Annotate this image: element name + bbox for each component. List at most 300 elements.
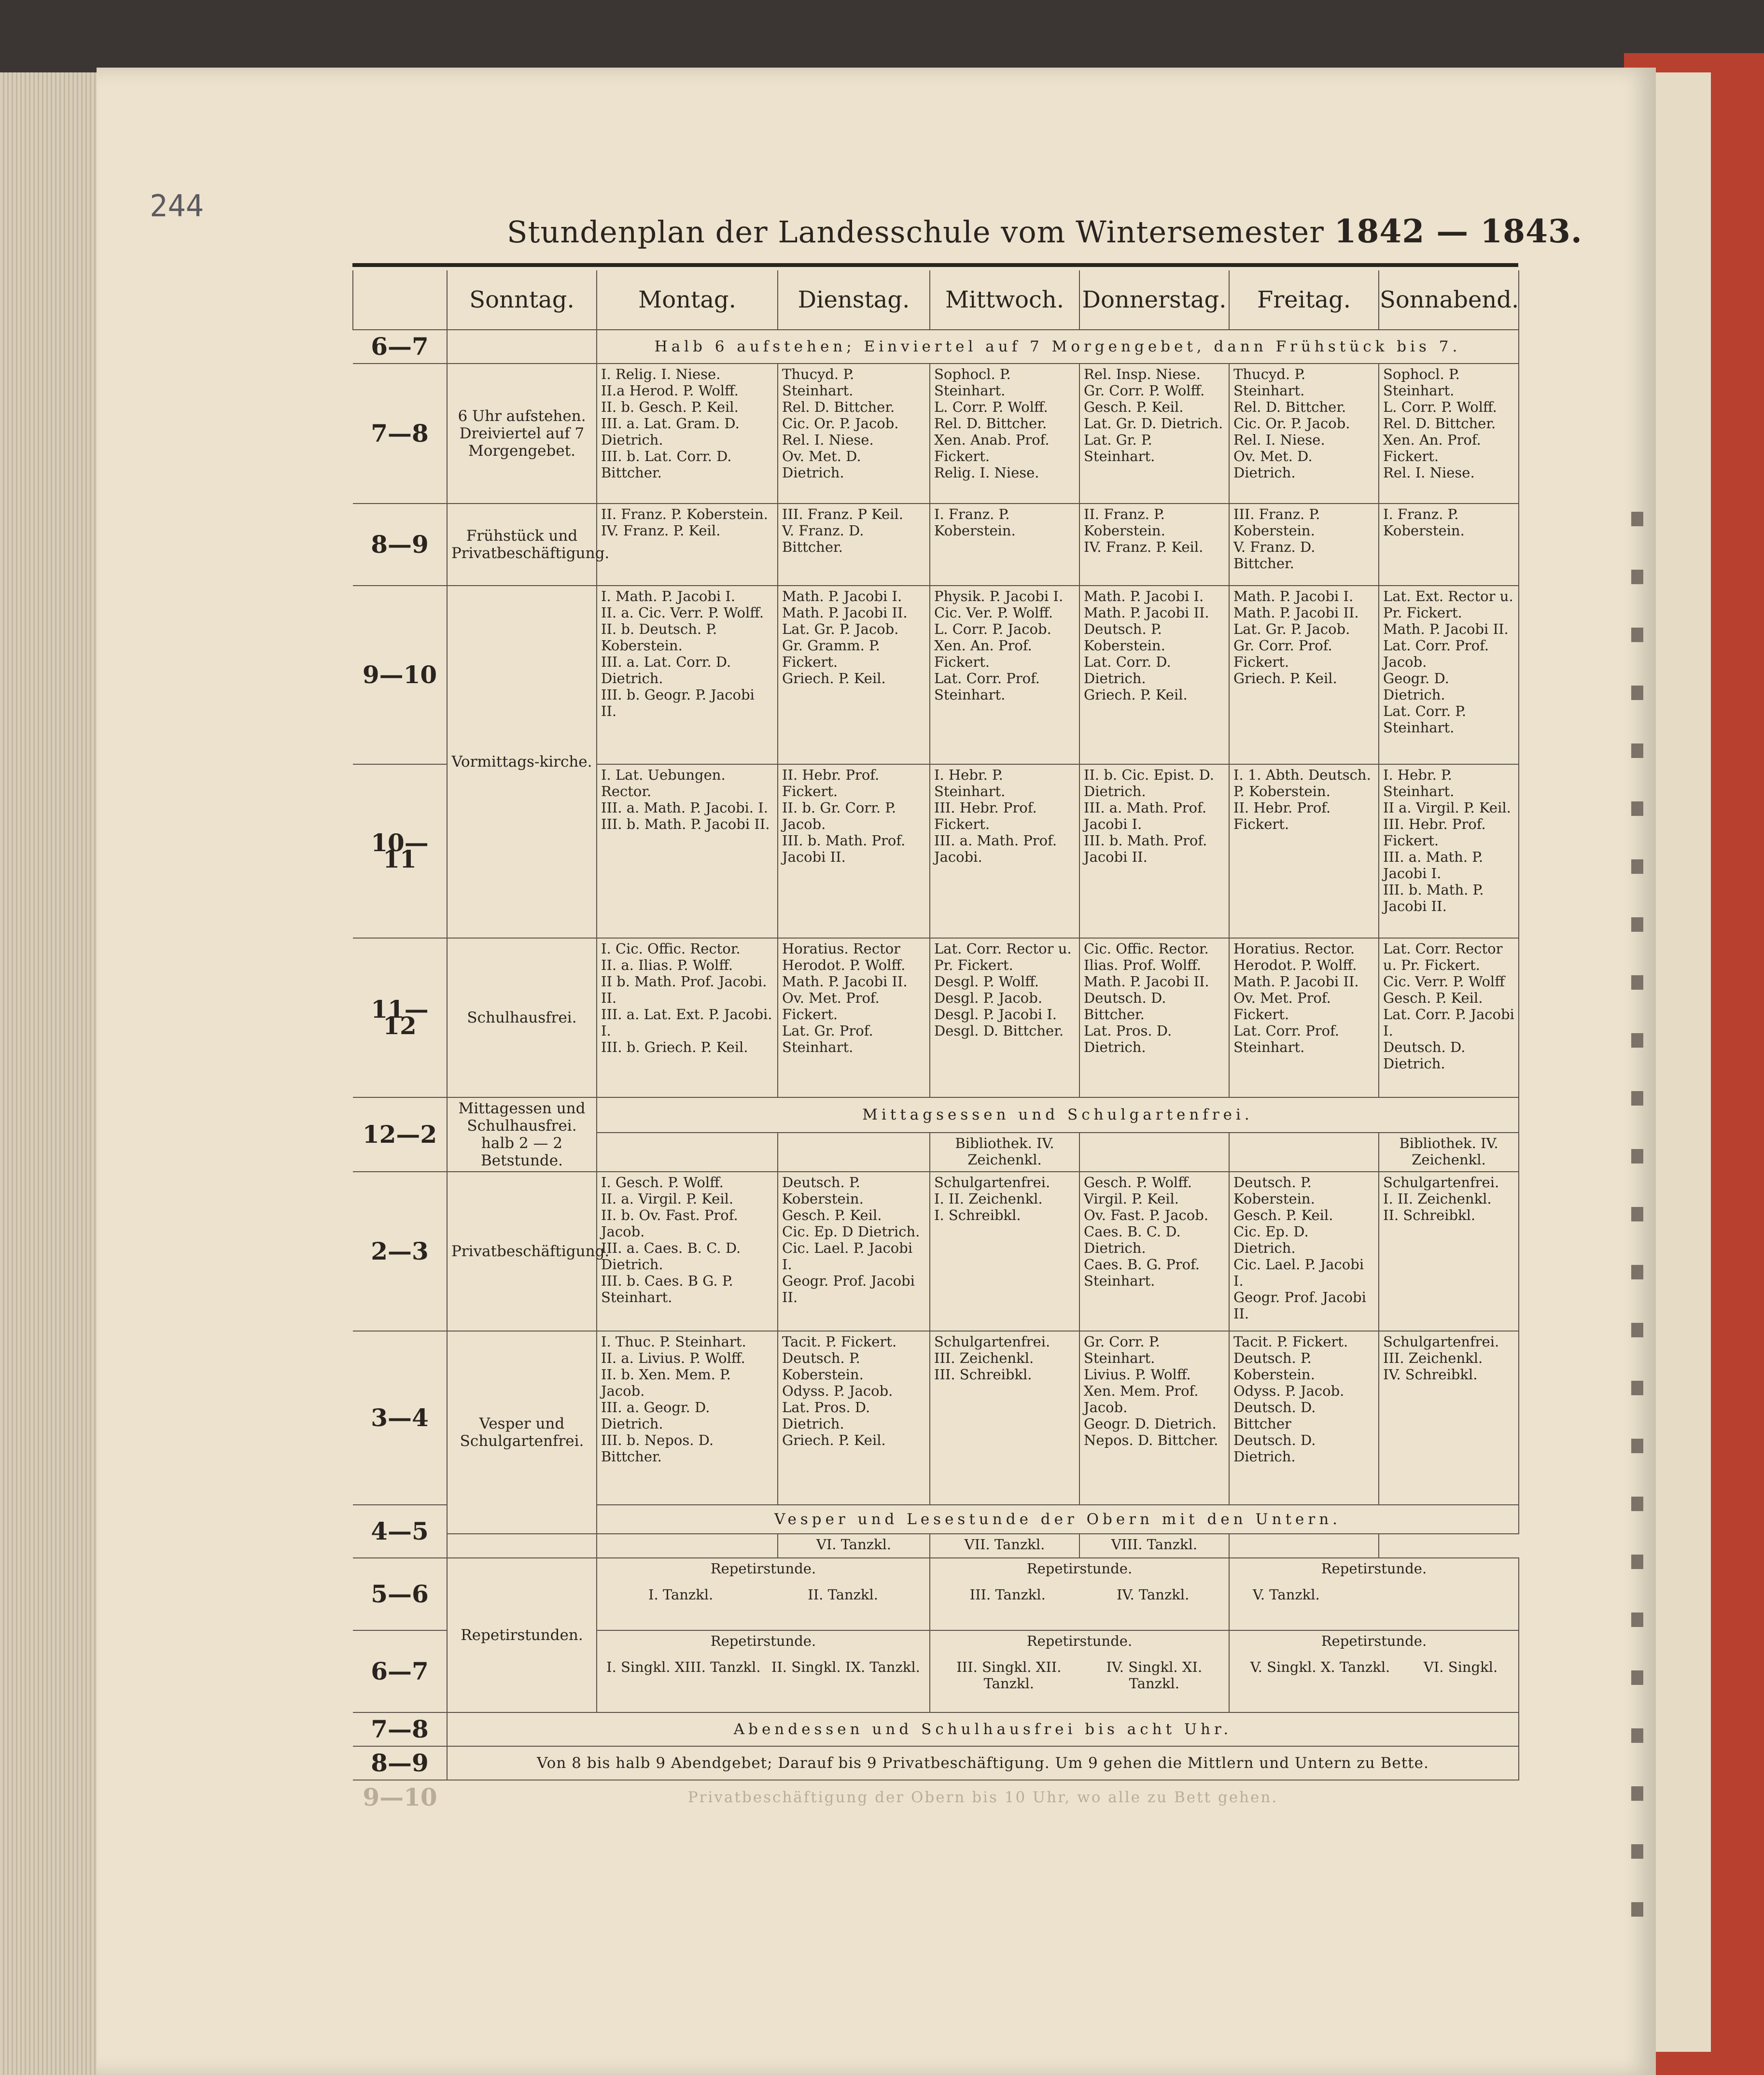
lesson-entry: II. b. Xen. Mem. P. Jacob. [601, 1366, 731, 1399]
time-cell: 11—12 [353, 938, 447, 1097]
lesson-entry: Schulgartenfrei. [934, 1174, 1050, 1191]
time-cell: 10—11 [353, 764, 447, 938]
friday-cell [1229, 938, 1379, 1097]
lesson-entry: Schulgartenfrei. [1383, 1174, 1499, 1191]
class-slot: VI. Singkl. [1423, 1659, 1498, 1675]
lesson-entry: III. b. Math. Prof. Jacobi II. [782, 832, 906, 865]
lesson-entry: III. Zeichenkl. [1383, 1350, 1483, 1366]
span-cell: Vesper und Lesestunde der Obern mit den Untern. [597, 1505, 1519, 1534]
lesson-entry: Cic. Offic. Rector. [1084, 940, 1209, 957]
thursday-cell [1079, 938, 1229, 1097]
lesson-entry: Odyss. P. Jacob. [1233, 1383, 1344, 1399]
class-slot: I. Singkl. XIII. Tanzkl. [606, 1659, 761, 1675]
class-slot: II. Tanzkl. [808, 1586, 879, 1603]
top-rule [352, 263, 1518, 267]
saturday-cell [1379, 1331, 1519, 1505]
wednesday-cell [930, 764, 1079, 938]
lesson-entry: II. b. Cic. Epist. D. Dietrich. [1084, 767, 1214, 799]
lesson-entry: Lat. Corr. D. Dietrich. [1084, 654, 1171, 687]
lesson-entry: Tacit. P. Fickert. [1233, 1333, 1348, 1350]
repetir-label: Repetirstunde. [1321, 1633, 1427, 1649]
lesson-entry: IV. Schreibkl. [1383, 1366, 1478, 1383]
wednesday-cell [930, 364, 1079, 504]
page-title [507, 212, 1582, 250]
lesson-entry: L. Corr. P. Jacob. [934, 621, 1051, 637]
lesson-entry: III. b. Griech. P. Keil. [601, 1039, 748, 1055]
sunday-cell: Schulhausfrei. [447, 938, 597, 1097]
lesson-entry: Griech. P. Keil. [782, 1432, 886, 1448]
lesson-entry: Gesch. P. Keil. [1233, 1207, 1333, 1223]
lesson-entry: Herodot. P. Wolff. [1233, 957, 1357, 973]
span-cell: Halb 6 aufstehen; Einviertel auf 7 Morgengebet, dann Frühstück bis 7. [597, 330, 1519, 364]
class-slot: V. Singkl. X. Tanzkl. [1250, 1659, 1390, 1675]
lesson-entry: II. a. Livius. P. Wolff. [601, 1350, 745, 1366]
lesson-entry: V. Franz. D. Bittcher. [782, 522, 864, 555]
lesson-entry: Lat. Corr. Rector u. Pr. Fickert. [1383, 940, 1503, 973]
lesson-entry: Desgl. P. Jacobi I. [934, 1006, 1057, 1023]
time-cell: 12—2 [353, 1097, 447, 1172]
lesson-entry: Ov. Met. D. Dietrich. [782, 448, 861, 481]
lesson-entry: Lat. Pros. D. Dietrich. [782, 1399, 870, 1432]
lesson-entry: Math. P. Jacobi II. [782, 973, 908, 990]
lesson-entry: Deutsch. P. Koberstein. [782, 1350, 864, 1383]
lesson-entry: Geogr. Prof. Jacobi II. [1233, 1289, 1366, 1322]
lesson-entry: Lat. Gr. Prof. Steinhart. [782, 1023, 873, 1055]
wednesday-cell [930, 586, 1079, 764]
lesson-entry: L. Corr. P. Wolff. [934, 399, 1048, 415]
lesson-entry: I. Math. P. Jacobi I. [601, 588, 736, 604]
lesson-entry: III. a. Math. Prof. Jacobi. [934, 832, 1057, 865]
row-8-9 [353, 504, 1519, 586]
friday-cell [1229, 586, 1379, 764]
lesson-entry: Caes. B. C. D. Dietrich. [1084, 1223, 1181, 1256]
lesson-entry: II.a Herod. P. Wolff. [601, 382, 739, 399]
lesson-entry: Deutsch. P. Koberstein. [1233, 1350, 1315, 1383]
thursday-cell [1079, 1331, 1229, 1505]
day-saturday: Sonnabend. [1379, 270, 1519, 330]
lesson-entry: II. a. Cic. Verr. P. Wolff. [601, 604, 764, 621]
day-tuesday: Dienstag. [778, 270, 930, 330]
thursday-cell [1079, 1172, 1229, 1331]
lesson-entry: II. Schreibkl. [1383, 1207, 1476, 1223]
lesson-entry: Lat. Corr. P. Jacobi I. [1383, 1006, 1514, 1039]
lesson-entry: Rel. Insp. Niese. [1084, 366, 1201, 382]
time-cell: 3—4 [353, 1331, 447, 1505]
sunday-cell: Mittagessen und Schulhausfrei. halb 2 — 2 Betstunde. [447, 1097, 597, 1172]
tuesday-cell: VI. Tanzkl. [778, 1534, 930, 1558]
class-slot: V. Tanzkl. [1253, 1586, 1320, 1603]
time-cell: 4—5 [353, 1505, 447, 1558]
lesson-entry: Lat. Corr. Rector u. Pr. Fickert. [934, 940, 1072, 973]
lesson-entry: III. a. Lat. Gram. D. Dietrich. [601, 415, 740, 448]
sunday-cell: Privatbeschäftigung. [447, 1172, 597, 1331]
lesson-entry: III. a. Math. P. Jacobi I. [1383, 849, 1484, 882]
monday-cell [597, 1133, 778, 1172]
repetir-group-2 [930, 1558, 1229, 1630]
row-9-10 [353, 586, 1519, 764]
lesson-entry: II. b. Deutsch. P. Koberstein. [601, 621, 717, 654]
time-cell: 9—10 [353, 586, 447, 764]
lesson-entry: I. Hebr. P. Steinhart. [934, 767, 1006, 799]
wednesday-cell [930, 1331, 1079, 1505]
class-slot: IV. Tanzkl. [1117, 1586, 1190, 1603]
lesson-entry: Ov. Fast. P. Jacob. [1084, 1207, 1209, 1223]
lesson-entry: Deutsch. D. Bittcher. [1084, 990, 1166, 1023]
row-11-12 [353, 938, 1519, 1097]
tuesday-cell [778, 586, 930, 764]
wednesday-cell [930, 1172, 1079, 1331]
row-7-8-evening [353, 1712, 1519, 1746]
saturday-cell [1379, 504, 1519, 586]
lesson-entry: Cic. Verr. P. Wolff [1383, 973, 1505, 990]
lesson-entry: III. b. Lat. Corr. D. Bittcher. [601, 448, 732, 481]
thursday-cell [1079, 764, 1229, 938]
monday-cell [597, 364, 778, 504]
thursday-cell: VIII. Tanzkl. [1079, 1534, 1229, 1558]
lesson-entry: Deutsch. D. Bittcher [1233, 1399, 1316, 1432]
lesson-entry: Gr. Corr. P. Wolff. [1084, 382, 1205, 399]
facing-page-text-marks [1631, 512, 1643, 1960]
row-5-6 [353, 1558, 1519, 1630]
monday-cell [597, 938, 778, 1097]
lesson-entry: Geogr. D. Dietrich. [1084, 1416, 1217, 1432]
wednesday-cell: VII. Tanzkl. [930, 1534, 1079, 1558]
tuesday-cell [778, 1172, 930, 1331]
time-cell: 8—9 [353, 504, 447, 586]
lesson-entry: Deutsch. P. Koberstein. [1084, 621, 1165, 654]
repetir-group-2 [930, 1630, 1229, 1712]
facing-page [1653, 72, 1711, 2052]
lesson-entry: Rel. D. Bittcher. [1233, 399, 1346, 415]
lesson-entry: III. Hebr. Prof. Fickert. [1383, 816, 1486, 849]
repetir-label: Repetirstunde. [710, 1560, 816, 1577]
lesson-entry: III. a. Caes. B. C. D. Dietrich. [601, 1240, 741, 1273]
lesson-entry: II. b. Ov. Fast. Prof. Jacob. [601, 1207, 738, 1240]
row-4-5-sub [353, 1534, 1519, 1558]
thursday-cell [1079, 586, 1229, 764]
lesson-entry: Thucyd. P. Steinhart. [1233, 366, 1306, 399]
lesson-entry: Rel. I. Niese. [782, 432, 874, 448]
lesson-entry: Ilias. Prof. Wolff. [1084, 957, 1201, 973]
lesson-entry: Gr. Corr. P. Steinhart. [1084, 1333, 1160, 1366]
time-cell: 7—8 [353, 1712, 447, 1746]
monday-cell [597, 1172, 778, 1331]
lesson-entry: Odyss. P. Jacob. [782, 1383, 893, 1399]
lesson-entry: Schulgartenfrei. [1383, 1333, 1499, 1350]
lesson-entry: Tacit. P. Fickert. [782, 1333, 897, 1350]
wednesday-cell: Bibliothek. IV. Zeichenkl. [930, 1133, 1079, 1172]
repetir-group-1 [597, 1558, 930, 1630]
sunday-cell: Vesper und Schulgartenfrei. [447, 1331, 597, 1534]
span-cell: Von 8 bis halb 9 Abendgebet; Darauf bis 9 Privatbeschäftigung. Um 9 gehen die Mittlern und Untern zu Bette. [447, 1746, 1519, 1780]
tuesday-cell [778, 764, 930, 938]
lesson-entry: II. b. Gesch. P. Keil. [601, 399, 739, 415]
lesson-entry: I. Relig. I. Niese. [601, 366, 721, 382]
wednesday-cell [930, 938, 1079, 1097]
lesson-entry: Griech. P. Keil. [1233, 670, 1337, 687]
lesson-entry: II a. Virgil. P. Keil. [1383, 799, 1511, 816]
monday-cell [597, 764, 778, 938]
lesson-entry: Horatius. Rector [782, 940, 901, 957]
lesson-entry: III. a. Lat. Corr. D. Dietrich. [601, 654, 731, 687]
lesson-entry: II. a. Virgil. P. Keil. [601, 1191, 734, 1207]
lesson-entry: Lat. Gr. P. Jacob. [1233, 621, 1350, 637]
lesson-entry: I. Lat. Uebungen. Rector. [601, 767, 726, 799]
lesson-entry: Lat. Gr. D. Dietrich. [1084, 415, 1223, 432]
row-12-2 [353, 1097, 1519, 1133]
monday-cell [597, 586, 778, 764]
lesson-entry: V. Franz. D. Bittcher. [1233, 539, 1316, 572]
friday-cell [1229, 1331, 1379, 1505]
lesson-entry: Cic. Ver. P. Wolff. [934, 604, 1053, 621]
lesson-entry: III. Franz. P. Koberstein. [1233, 506, 1320, 539]
lesson-entry: III. b. Math. Prof. Jacobi II. [1084, 832, 1207, 865]
repetir-group-1 [597, 1630, 930, 1712]
lesson-entry: Cic. Or. P. Jacob. [782, 415, 899, 432]
lesson-entry: III. Franz. P Keil. [782, 506, 904, 522]
lesson-entry: IV. Franz. P. Keil. [1084, 539, 1204, 555]
lesson-entry: Griech. P. Keil. [782, 670, 886, 687]
lesson-entry: III. a. Lat. Ext. P. Jacobi. I. [601, 1006, 772, 1039]
lesson-entry: Math. P. Jacobi I. [1084, 588, 1204, 604]
time-cell: 5—6 [353, 1558, 447, 1630]
time-cell: 9—10 [363, 1782, 437, 1811]
lesson-entry: Gesch. P. Wolff. [1084, 1174, 1192, 1191]
lesson-entry: III. Hebr. Prof. Fickert. [934, 799, 1037, 832]
lesson-entry: Gr. Corr. Prof. Fickert. [1233, 637, 1332, 670]
lesson-entry: Physik. P. Jacobi I. [934, 588, 1064, 604]
lesson-entry: Math. P. Jacobi II. [1383, 621, 1509, 637]
row-2-3 [353, 1172, 1519, 1331]
lesson-entry: II. Franz. P. Koberstein. [601, 506, 768, 522]
tuesday-cell [778, 938, 930, 1097]
lesson-entry: Cic. Lael. P. Jacobi I. [782, 1240, 913, 1273]
day-monday: Montag. [597, 270, 778, 330]
lesson-entry: II. b. Gr. Corr. P. Jacob. [782, 799, 896, 832]
lesson-entry: I. Cic. Offic. Rector. [601, 940, 741, 957]
class-slot: III. Tanzkl. [969, 1586, 1046, 1603]
lesson-entry: I. Thuc. P. Steinhart. [601, 1333, 746, 1350]
monday-cell [597, 504, 778, 586]
friday-cell [1229, 764, 1379, 938]
thursday-cell [1079, 1133, 1229, 1172]
saturday-cell [1379, 586, 1519, 764]
tuesday-cell [778, 1331, 930, 1505]
lesson-entry: Math. P. Jacobi I. [1233, 588, 1354, 604]
lesson-entry: III. a. Math. Prof. Jacobi I. [1084, 799, 1207, 832]
sunday-cell [447, 1534, 597, 1558]
lesson-entry: Lat. Ext. Rector u. Pr. Fickert. [1383, 588, 1513, 621]
lesson-entry: Math. P. Jacobi II. [782, 604, 908, 621]
friday-cell [1229, 1133, 1379, 1172]
lesson-entry: I. 1. Abth. Deutsch. P. Koberstein. [1233, 767, 1371, 799]
lesson-entry: Deutsch. P. Koberstein. [782, 1174, 864, 1207]
lesson-entry: Cic. Ep. D Dietrich. [782, 1223, 920, 1240]
lesson-entry: Lat. Corr. Prof. Jacob. [1383, 637, 1489, 670]
repetir-label: Repetirstunde. [1026, 1633, 1133, 1649]
lesson-entry: Sophocl. P. Steinhart. [1383, 366, 1460, 399]
lesson-entry: III. a. Math. P. Jacobi. I. [601, 799, 768, 816]
sunday-cell: Frühstück und Privatbeschäftigung. [447, 504, 597, 586]
lesson-entry: Herodot. P. Wolff. [782, 957, 906, 973]
lesson-entry: Virgil. P. Keil. [1084, 1191, 1179, 1207]
lesson-entry: Xen. An. Prof. Fickert. [934, 637, 1032, 670]
class-slot: III. Singkl. XII. Tanzkl. [956, 1659, 1062, 1692]
lesson-entry: I. Gesch. P. Wolff. [601, 1174, 724, 1191]
saturday-cell [1379, 938, 1519, 1097]
repetir-group-3 [1229, 1630, 1519, 1712]
lesson-entry: Lat. Gr. P. Jacob. [782, 621, 899, 637]
thursday-cell [1079, 504, 1229, 586]
lesson-entry: III. Zeichenkl. [934, 1350, 1034, 1366]
lesson-entry: Deutsch. D. Dietrich. [1233, 1432, 1316, 1465]
sunday-cell: Repetirstunden. [447, 1558, 597, 1712]
friday-cell [1229, 364, 1379, 504]
lesson-entry: Ov. Met. Prof. Fickert. [1233, 990, 1331, 1023]
lesson-entry: L. Corr. P. Wolff. [1383, 399, 1497, 415]
sunday-cell: Vormittags-kirche. [447, 586, 597, 938]
repetir-group-3 [1229, 1558, 1519, 1630]
lesson-entry: Desgl. D. Bittcher. [934, 1023, 1064, 1039]
repetir-label: Repetirstunde. [1321, 1560, 1427, 1577]
page-number: 244 [150, 188, 204, 224]
span-cell: Abendessen und Schulhausfrei bis acht Uhr. [447, 1712, 1519, 1746]
time-header [353, 270, 447, 330]
lesson-entry: Gesch. P. Keil. [782, 1207, 882, 1223]
day-sunday: Sonntag. [447, 270, 597, 330]
lesson-entry: II. a. Ilias. P. Wolff. [601, 957, 733, 973]
lesson-entry: Nepos. D. Bittcher. [1084, 1432, 1218, 1448]
class-slot: I. Tanzkl. [648, 1586, 714, 1603]
lesson-entry: I. II. Zeichenkl. [934, 1191, 1043, 1207]
lesson-entry: Schulgartenfrei. [934, 1333, 1050, 1350]
span-cell: Privatbeschäftigung der Obern bis 10 Uhr, wo alle zu Bett gehen. [687, 1788, 1278, 1806]
book-page-edges [0, 72, 111, 2075]
tuesday-cell [778, 364, 930, 504]
lesson-entry: Lat. Corr. Prof. Steinhart. [934, 670, 1040, 703]
lesson-entry: Math. P. Jacobi II. [1233, 604, 1359, 621]
monday-cell [597, 1331, 778, 1505]
row-9-10-evening [353, 1780, 1519, 1814]
lesson-entry: Desgl. P. Jacob. [934, 990, 1043, 1006]
lesson-entry: Horatius. Rector. [1233, 940, 1355, 957]
thursday-cell [1079, 364, 1229, 504]
saturday-cell [1379, 1172, 1519, 1331]
lesson-entry: Xen. An. Prof. Fickert. [1383, 432, 1481, 464]
saturday-cell [1379, 364, 1519, 504]
time-cell: 2—3 [353, 1172, 447, 1331]
lesson-entry: III. b. Geogr. P. Jacobi II. [601, 687, 755, 719]
lesson-entry: III. a. Geogr. D. Dietrich. [601, 1399, 710, 1432]
lesson-entry: I. Franz. P. Koberstein. [1383, 506, 1465, 539]
wednesday-cell [930, 504, 1079, 586]
lesson-entry: Rel. I. Niese. [1233, 432, 1325, 448]
lesson-entry: I. Hebr. P. Steinhart. [1383, 767, 1455, 799]
lesson-entry: Desgl. P. Wolff. [934, 973, 1039, 990]
lesson-entry: Lat. Gr. P. Steinhart. [1084, 432, 1155, 464]
lesson-entry: Sophocl. P. Steinhart. [934, 366, 1011, 399]
lesson-entry: Deutsch. P. Koberstein. [1233, 1174, 1315, 1207]
lesson-entry: Deutsch. D. Dietrich. [1383, 1039, 1466, 1072]
friday-cell [1229, 504, 1379, 586]
lesson-entry: Geogr. D. Dietrich. [1383, 670, 1449, 703]
lesson-entry: Math. P. Jacobi II. [1233, 973, 1359, 990]
row-3-4 [353, 1331, 1519, 1505]
lesson-entry: Livius. P. Wolff. [1084, 1366, 1191, 1383]
title-years: 1842 — 1843. [1334, 212, 1582, 250]
lesson-entry: Thucyd. P. Steinhart. [782, 366, 854, 399]
time-cell: 8—9 [353, 1746, 447, 1780]
lesson-entry: Rel. I. Niese. [1383, 464, 1475, 481]
lesson-entry: III. b. Caes. B G. P. Steinhart. [601, 1273, 733, 1305]
lesson-entry: Griech. P. Keil. [1084, 687, 1188, 703]
lesson-entry: Rel. D. Bittcher. [1383, 415, 1496, 432]
lesson-entry: Caes. B. G. Prof. Steinhart. [1084, 1256, 1200, 1289]
timetable [352, 270, 1519, 1814]
lesson-entry: IV. Franz. P. Keil. [601, 522, 721, 539]
lesson-entry: Gesch. P. Keil. [1383, 990, 1483, 1006]
repetir-label: Repetirstunde. [1026, 1560, 1133, 1577]
lesson-entry: I. Schreibkl. [934, 1207, 1021, 1223]
day-thursday: Donnerstag. [1079, 270, 1229, 330]
lesson-entry: Rel. D. Bittcher. [934, 415, 1047, 432]
time-cell: 6—7 [353, 1630, 447, 1712]
lesson-entry: Relig. I. Niese. [934, 464, 1039, 481]
lesson-entry: III. b. Nepos. D. Bittcher. [601, 1432, 714, 1465]
lesson-entry: Xen. Mem. Prof. Jacob. [1084, 1383, 1199, 1416]
lesson-entry: II. Hebr. Prof. Fickert. [1233, 799, 1331, 832]
day-friday: Freitag. [1229, 270, 1379, 330]
sunday-cell: 6 Uhr aufstehen. Dreiviertel auf 7 Morgengebet. [447, 364, 597, 504]
lesson-entry: I. II. Zeichenkl. [1383, 1191, 1492, 1207]
tuesday-cell [778, 1133, 930, 1172]
lesson-entry: III. b. Math. P. Jacobi II. [601, 816, 770, 832]
saturday-cell: Bibliothek. IV. Zeichenkl. [1379, 1133, 1519, 1172]
time-cell: 6—7 [353, 330, 447, 364]
lesson-entry: II b. Math. Prof. Jacobi. II. [601, 973, 767, 1006]
lesson-entry: II. Franz. P. Koberstein. [1084, 506, 1165, 539]
span-cell: Mittagsessen und Schulgartenfrei. [597, 1097, 1519, 1133]
repetir-label: Repetirstunde. [710, 1633, 816, 1649]
monday-cell [597, 1534, 778, 1558]
lesson-entry: Ov. Met. Prof. Fickert. [782, 990, 880, 1023]
lesson-entry: Lat. Corr. P. Steinhart. [1383, 703, 1467, 736]
day-wednesday: Mittwoch. [930, 270, 1079, 330]
friday-cell [1229, 1172, 1379, 1331]
time-cell: 7—8 [353, 364, 447, 504]
row-7-8 [353, 364, 1519, 504]
title-text: Stundenplan der Landesschule vom Wintersemester [507, 214, 1324, 250]
lesson-entry: Lat. Corr. Prof. Steinhart. [1233, 1023, 1340, 1055]
lesson-entry: Gr. Gramm. P. Fickert. [782, 637, 880, 670]
class-slot: IV. Singkl. XI. Tanzkl. [1106, 1659, 1203, 1692]
row-6-7 [353, 330, 1519, 364]
lesson-entry: Gesch. P. Keil. [1084, 399, 1184, 415]
lesson-entry: Cic. Lael. P. Jacobi I. [1233, 1256, 1364, 1289]
lesson-entry: Rel. D. Bittcher. [782, 399, 895, 415]
lesson-entry: Lat. Pros. D. Dietrich. [1084, 1023, 1172, 1055]
lesson-entry: II. Hebr. Prof. Fickert. [782, 767, 880, 799]
lesson-entry: Cic. Ep. D. Dietrich. [1233, 1223, 1309, 1256]
tuesday-cell [778, 504, 930, 586]
lesson-entry: Math. P. Jacobi II. [1084, 973, 1209, 990]
class-slot: II. Singkl. IX. Tanzkl. [771, 1659, 920, 1675]
lesson-entry: III. Schreibkl. [934, 1366, 1032, 1383]
sunday-cell [447, 330, 597, 364]
friday-cell [1229, 1534, 1379, 1558]
lesson-entry: Math. P. Jacobi I. [782, 588, 902, 604]
lesson-entry: Math. P. Jacobi II. [1084, 604, 1209, 621]
